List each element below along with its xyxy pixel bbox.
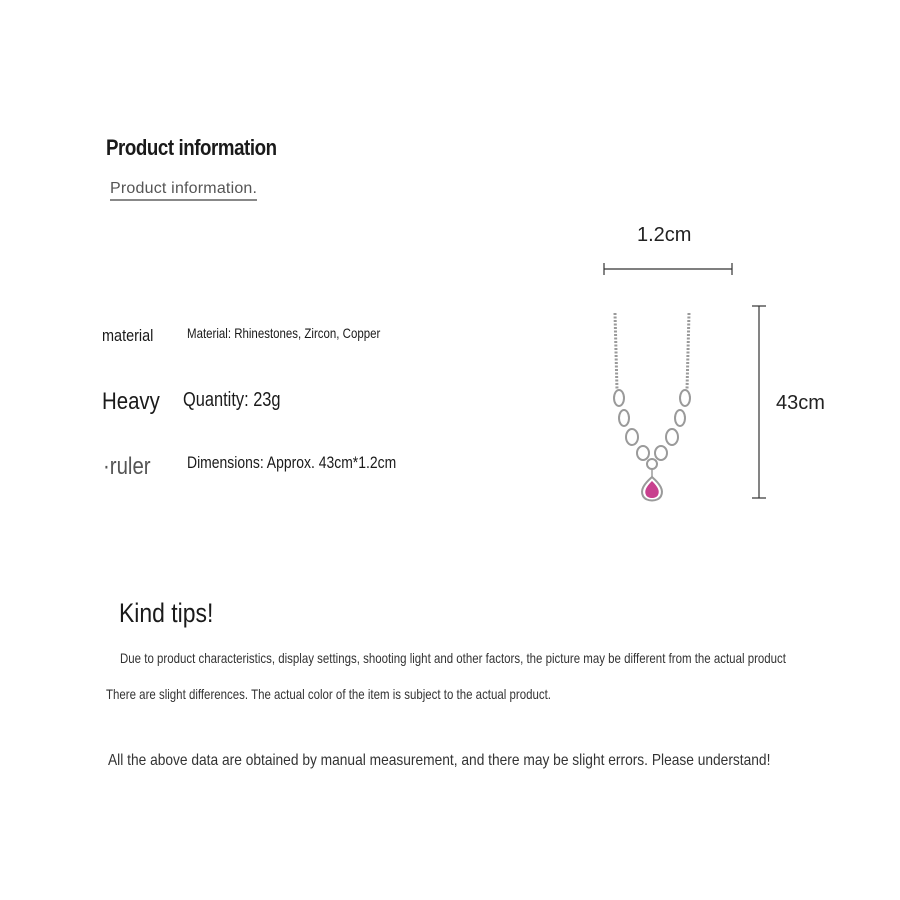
width-label: 1.2cm — [637, 224, 692, 246]
spec-label-material: material — [102, 326, 154, 345]
necklace-image — [614, 313, 690, 501]
tips-line-1: Due to product characteristics, display settings, shooting light and other factors, the picture may be different from the actual product — [120, 650, 786, 666]
spec-label-size: ·ruler — [103, 453, 151, 480]
spec-value-material: Material: Rhinestones, Zircon, Copper — [187, 325, 381, 341]
length-label: 43cm — [776, 392, 825, 414]
measurement-note: All the above data are obtained by manual measurement, and there may be slight errors. Please understand! — [108, 752, 771, 769]
spec-value-weight: Quantity: 23g — [183, 389, 281, 411]
tips-title: Kind tips! — [119, 598, 214, 628]
tips-line-2: There are slight differences. The actual color of the item is subject to the actual product. — [106, 686, 551, 702]
section-title: Product information — [106, 135, 277, 160]
spec-value-size: Dimensions: Approx. 43cm*1.2cm — [187, 453, 397, 472]
length-dimension-line — [752, 306, 766, 498]
width-dimension-line — [604, 263, 732, 275]
spec-label-weight: Heavy — [102, 388, 160, 415]
section-subtitle: Product information. — [110, 180, 257, 201]
